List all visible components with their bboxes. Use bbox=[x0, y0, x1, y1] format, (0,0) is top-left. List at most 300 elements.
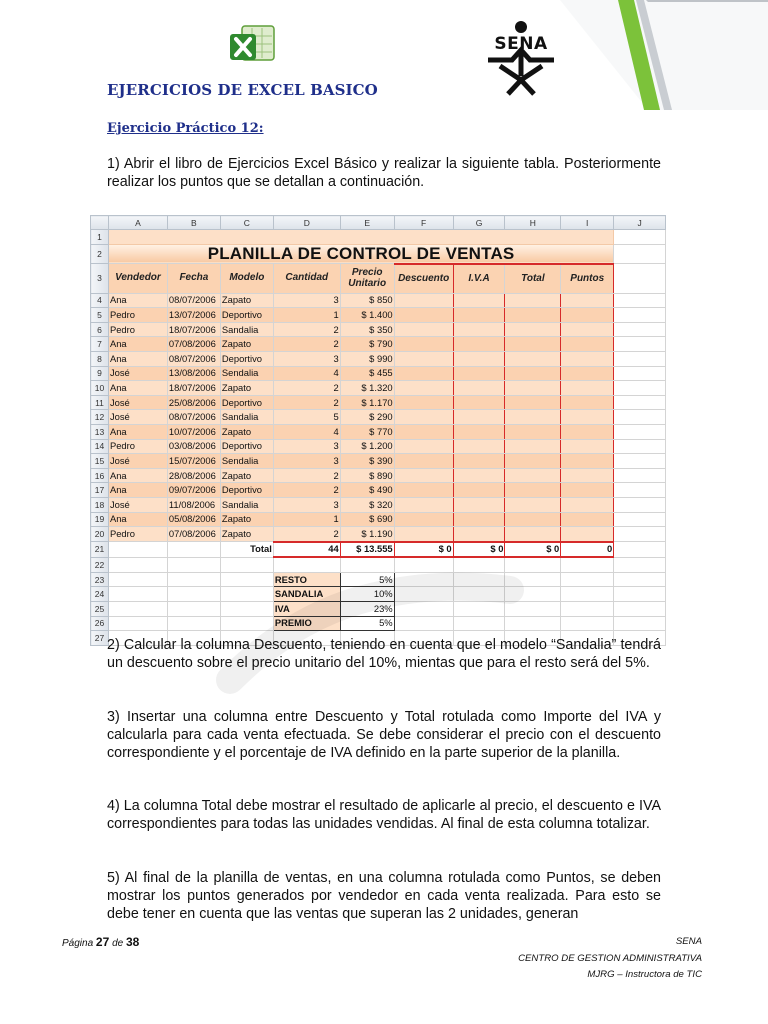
table-row bbox=[91, 439, 666, 454]
table-row bbox=[91, 366, 666, 381]
iva-cell bbox=[453, 454, 505, 469]
row-number: 16 bbox=[91, 468, 109, 483]
fecha-cell: 18/07/2006 bbox=[167, 381, 220, 396]
parameter-row bbox=[91, 616, 666, 631]
descuento-cell bbox=[394, 381, 453, 396]
table-row bbox=[91, 483, 666, 498]
column-header: Modelo bbox=[220, 264, 273, 294]
descuento-cell bbox=[394, 468, 453, 483]
descuento-cell bbox=[394, 497, 453, 512]
total-cell bbox=[505, 381, 561, 396]
modelo-cell: Zapato bbox=[220, 381, 273, 396]
iva-cell bbox=[453, 308, 505, 323]
cell bbox=[614, 244, 666, 264]
modelo-cell: Sandalia bbox=[220, 410, 273, 425]
row-number: 18 bbox=[91, 497, 109, 512]
descuento-cell bbox=[394, 410, 453, 425]
cell bbox=[453, 572, 505, 587]
vendedor-cell: Pedro bbox=[108, 527, 167, 542]
cantidad-cell: 4 bbox=[273, 424, 340, 439]
descuento-cell bbox=[394, 308, 453, 323]
modelo-cell: Zapato bbox=[220, 468, 273, 483]
vendedor-cell: Ana bbox=[108, 381, 167, 396]
page-number bbox=[62, 935, 139, 949]
vendedor-cell: Ana bbox=[108, 468, 167, 483]
column-letters-row bbox=[91, 216, 666, 230]
param-label: SANDALIA bbox=[273, 587, 340, 602]
precio-cell: $ 1.320 bbox=[340, 381, 394, 396]
cantidad-cell: 1 bbox=[273, 308, 340, 323]
modelo-cell: Deportivo bbox=[220, 308, 273, 323]
table-row bbox=[91, 293, 666, 308]
row-number: 6 bbox=[91, 322, 109, 337]
descuento-cell bbox=[394, 351, 453, 366]
iva-cell bbox=[453, 512, 505, 527]
descuento-cell bbox=[394, 337, 453, 352]
cell bbox=[220, 587, 273, 602]
total-cell bbox=[505, 424, 561, 439]
modelo-cell: Deportivo bbox=[220, 483, 273, 498]
cell bbox=[108, 557, 167, 572]
modelo-cell: Zapato bbox=[220, 424, 273, 439]
descuento-cell bbox=[394, 512, 453, 527]
precio-cell: $ 490 bbox=[340, 483, 394, 498]
column-letter: E bbox=[340, 216, 394, 230]
cell bbox=[614, 351, 666, 366]
parameter-row bbox=[91, 587, 666, 602]
total-cell bbox=[505, 410, 561, 425]
precio-cell: $ 390 bbox=[340, 454, 394, 469]
cell bbox=[167, 602, 220, 617]
cantidad-cell: 4 bbox=[273, 366, 340, 381]
footer-line-3: MJRG – Instructora de TIC bbox=[587, 969, 702, 980]
vendedor-cell: José bbox=[108, 395, 167, 410]
precio-cell: $ 690 bbox=[340, 512, 394, 527]
vendedor-cell: Ana bbox=[108, 337, 167, 352]
descuento-cell bbox=[394, 527, 453, 542]
total-cell bbox=[505, 366, 561, 381]
cell bbox=[505, 557, 561, 572]
cell bbox=[167, 616, 220, 631]
column-header: I.V.A bbox=[453, 264, 505, 294]
cell bbox=[108, 542, 167, 558]
column-header: Descuento bbox=[394, 264, 453, 294]
cell bbox=[453, 602, 505, 617]
cell bbox=[614, 572, 666, 587]
row-number: 24 bbox=[91, 587, 109, 602]
modelo-cell: Zapato bbox=[220, 293, 273, 308]
cantidad-cell: 2 bbox=[273, 381, 340, 396]
instruction-2: 2) Calcular la columna Descuento, teniendo en cuenta que el modelo “Sandalia” tendrá un descuento sobre el precio unitario del 10%, mientas que para el resto será del 5%. bbox=[107, 637, 661, 672]
total-cell bbox=[505, 512, 561, 527]
cell bbox=[505, 572, 561, 587]
table-row bbox=[91, 230, 666, 245]
cantidad-cell: 2 bbox=[273, 483, 340, 498]
cell bbox=[394, 587, 453, 602]
total-cell bbox=[505, 468, 561, 483]
fecha-cell: 09/07/2006 bbox=[167, 483, 220, 498]
iva-cell bbox=[453, 366, 505, 381]
vendedor-cell: Ana bbox=[108, 512, 167, 527]
cantidad-cell: 1 bbox=[273, 512, 340, 527]
precio-cell: $ 990 bbox=[340, 351, 394, 366]
table-row bbox=[91, 424, 666, 439]
cell bbox=[167, 572, 220, 587]
cantidad-cell: 3 bbox=[273, 293, 340, 308]
table-row bbox=[91, 410, 666, 425]
excel-icon bbox=[228, 22, 278, 66]
cell bbox=[614, 512, 666, 527]
vendedor-cell: Ana bbox=[108, 483, 167, 498]
iva-cell bbox=[453, 322, 505, 337]
table-row bbox=[91, 381, 666, 396]
cell bbox=[614, 264, 666, 294]
total-cell bbox=[505, 322, 561, 337]
cell bbox=[453, 587, 505, 602]
table-row bbox=[91, 497, 666, 512]
fecha-cell: 05/08/2006 bbox=[167, 512, 220, 527]
total-cell bbox=[505, 293, 561, 308]
column-letter: I bbox=[561, 216, 614, 230]
precio-cell: $ 850 bbox=[340, 293, 394, 308]
table-row bbox=[91, 527, 666, 542]
fecha-cell: 13/08/2006 bbox=[167, 366, 220, 381]
vendedor-cell: José bbox=[108, 366, 167, 381]
spreadsheet bbox=[90, 215, 666, 644]
puntos-cell bbox=[561, 308, 614, 323]
column-letter: D bbox=[273, 216, 340, 230]
modelo-cell: Deportivo bbox=[220, 351, 273, 366]
puntos-cell bbox=[561, 483, 614, 498]
precio-cell: $ 790 bbox=[340, 337, 394, 352]
table-row bbox=[91, 557, 666, 572]
precio-cell: $ 290 bbox=[340, 410, 394, 425]
cell bbox=[453, 557, 505, 572]
total-cell bbox=[505, 308, 561, 323]
descuento-cell bbox=[394, 395, 453, 410]
fecha-cell: 11/08/2006 bbox=[167, 497, 220, 512]
precio-cell: $ 320 bbox=[340, 497, 394, 512]
cell bbox=[614, 322, 666, 337]
iva-cell bbox=[453, 410, 505, 425]
cantidad-cell: 2 bbox=[273, 337, 340, 352]
fecha-cell: 15/07/2006 bbox=[167, 454, 220, 469]
sena-logo bbox=[482, 20, 562, 100]
cantidad-cell: 2 bbox=[273, 468, 340, 483]
row-number: 19 bbox=[91, 512, 109, 527]
totals-row bbox=[91, 542, 666, 558]
cell bbox=[453, 616, 505, 631]
page-current: 27 bbox=[95, 935, 110, 949]
column-header: Cantidad bbox=[273, 264, 340, 294]
modelo-cell: Zapato bbox=[220, 512, 273, 527]
row-number: 14 bbox=[91, 439, 109, 454]
document-title: EJERCICIOS DE EXCEL BASICO bbox=[107, 81, 378, 99]
row-number: 17 bbox=[91, 483, 109, 498]
iva-cell bbox=[453, 395, 505, 410]
table-row bbox=[91, 308, 666, 323]
precio-cell: $ 1.170 bbox=[340, 395, 394, 410]
puntos-cell bbox=[561, 293, 614, 308]
precio-cell: $ 1.190 bbox=[340, 527, 394, 542]
puntos-cell bbox=[561, 454, 614, 469]
iva-cell bbox=[453, 468, 505, 483]
column-header: Vendedor bbox=[108, 264, 167, 294]
puntos-cell bbox=[561, 366, 614, 381]
fecha-cell: 18/07/2006 bbox=[167, 322, 220, 337]
precio-cell: $ 1.400 bbox=[340, 308, 394, 323]
total-precio: $ 13.555 bbox=[340, 542, 394, 558]
row-number: 4 bbox=[91, 293, 109, 308]
modelo-cell: Deportivo bbox=[220, 439, 273, 454]
cell bbox=[108, 616, 167, 631]
cell bbox=[614, 230, 666, 245]
param-label: IVA bbox=[273, 602, 340, 617]
cell bbox=[614, 602, 666, 617]
sales-table bbox=[90, 215, 666, 646]
page-word: Página bbox=[62, 938, 94, 949]
puntos-cell bbox=[561, 410, 614, 425]
exercise-title: Ejercicio Práctico 12: bbox=[107, 121, 264, 136]
header-row bbox=[91, 264, 666, 294]
cell bbox=[394, 616, 453, 631]
column-letter: C bbox=[220, 216, 273, 230]
fecha-cell: 07/08/2006 bbox=[167, 527, 220, 542]
table-row bbox=[91, 244, 666, 264]
cell bbox=[614, 527, 666, 542]
cell bbox=[505, 602, 561, 617]
modelo-cell: Zapato bbox=[220, 527, 273, 542]
row-number: 13 bbox=[91, 424, 109, 439]
iva-cell bbox=[453, 497, 505, 512]
total-cell bbox=[505, 483, 561, 498]
modelo-cell: Sendalia bbox=[220, 454, 273, 469]
row-number: 25 bbox=[91, 602, 109, 617]
cell bbox=[614, 410, 666, 425]
cell bbox=[167, 542, 220, 558]
cell bbox=[108, 572, 167, 587]
vendedor-cell: José bbox=[108, 410, 167, 425]
modelo-cell: Deportivo bbox=[220, 395, 273, 410]
cell bbox=[614, 468, 666, 483]
instruction-1: 1) Abrir el libro de Ejercicios Excel Básico y realizar la siguiente tabla. Posteriormente realizar los puntos que se detallan a continuación. bbox=[107, 156, 661, 191]
total-cell bbox=[505, 439, 561, 454]
param-value: 10% bbox=[340, 587, 394, 602]
fecha-cell: 10/07/2006 bbox=[167, 424, 220, 439]
precio-cell: $ 455 bbox=[340, 366, 394, 381]
cell bbox=[614, 542, 666, 558]
total-cell bbox=[505, 351, 561, 366]
column-letter: F bbox=[394, 216, 453, 230]
total-puntos: 0 bbox=[561, 542, 614, 558]
column-header: Precio Unitario bbox=[340, 264, 394, 294]
vendedor-cell: Ana bbox=[108, 351, 167, 366]
sheet-title: PLANILLA DE CONTROL DE VENTAS bbox=[108, 244, 613, 264]
total-label: Total bbox=[220, 542, 273, 558]
puntos-cell bbox=[561, 381, 614, 396]
row-number: 23 bbox=[91, 572, 109, 587]
cell bbox=[614, 483, 666, 498]
column-header: Fecha bbox=[167, 264, 220, 294]
cell bbox=[340, 557, 394, 572]
total-iva: $ 0 bbox=[453, 542, 505, 558]
cell bbox=[220, 557, 273, 572]
table-row bbox=[91, 322, 666, 337]
instruction-5: 5) Al final de la planilla de ventas, en una columna rotulada como Puntos, se deben mostrar los puntos generados por vendedor en cada venta realizada. Para esto se debe tener en cuenta que las ventas que superan las 2 unidades, generan bbox=[107, 870, 661, 923]
param-value: 5% bbox=[340, 616, 394, 631]
cell bbox=[220, 616, 273, 631]
puntos-cell bbox=[561, 322, 614, 337]
cell bbox=[614, 424, 666, 439]
cell bbox=[614, 587, 666, 602]
cell bbox=[505, 616, 561, 631]
cell bbox=[394, 602, 453, 617]
column-letter: J bbox=[614, 216, 666, 230]
select-all-corner bbox=[91, 216, 109, 230]
total-cell bbox=[505, 395, 561, 410]
cell bbox=[614, 439, 666, 454]
page-total: 38 bbox=[125, 935, 140, 949]
descuento-cell bbox=[394, 439, 453, 454]
cell bbox=[614, 337, 666, 352]
modelo-cell: Zapato bbox=[220, 337, 273, 352]
descuento-cell bbox=[394, 424, 453, 439]
puntos-cell bbox=[561, 424, 614, 439]
column-letter: G bbox=[453, 216, 505, 230]
cell bbox=[614, 293, 666, 308]
iva-cell bbox=[453, 351, 505, 366]
cell bbox=[614, 381, 666, 396]
cell bbox=[561, 557, 614, 572]
total-cell bbox=[505, 497, 561, 512]
total-descuento: $ 0 bbox=[394, 542, 453, 558]
precio-cell: $ 890 bbox=[340, 468, 394, 483]
fecha-cell: 08/07/2006 bbox=[167, 293, 220, 308]
cantidad-cell: 3 bbox=[273, 454, 340, 469]
fecha-cell: 08/07/2006 bbox=[167, 410, 220, 425]
cantidad-cell: 3 bbox=[273, 439, 340, 454]
cell bbox=[614, 308, 666, 323]
cell bbox=[220, 572, 273, 587]
cell bbox=[167, 587, 220, 602]
row-number: 11 bbox=[91, 395, 109, 410]
footer-line-2: CENTRO DE GESTION ADMINISTRATIVA bbox=[518, 953, 702, 964]
column-header: Total bbox=[505, 264, 561, 294]
column-letter: B bbox=[167, 216, 220, 230]
row-number: 9 bbox=[91, 366, 109, 381]
precio-cell: $ 770 bbox=[340, 424, 394, 439]
param-label: PREMIO bbox=[273, 616, 340, 631]
row-number: 27 bbox=[91, 631, 109, 646]
cell bbox=[561, 572, 614, 587]
instruction-4: 4) La columna Total debe mostrar el resultado de aplicarle al precio, el descuento e IVA correspondientes para todas las unidades vendidas. Al final de esta columna totalizar. bbox=[107, 798, 661, 833]
parameter-row bbox=[91, 602, 666, 617]
cantidad-cell: 3 bbox=[273, 497, 340, 512]
cell bbox=[614, 395, 666, 410]
puntos-cell bbox=[561, 439, 614, 454]
total-cantidad: 44 bbox=[273, 542, 340, 558]
cantidad-cell: 2 bbox=[273, 395, 340, 410]
puntos-cell bbox=[561, 527, 614, 542]
precio-cell: $ 350 bbox=[340, 322, 394, 337]
row-number: 5 bbox=[91, 308, 109, 323]
cell bbox=[561, 616, 614, 631]
iva-cell bbox=[453, 483, 505, 498]
fecha-cell: 03/08/2006 bbox=[167, 439, 220, 454]
cell bbox=[273, 557, 340, 572]
modelo-cell: Sandalia bbox=[220, 497, 273, 512]
vendedor-cell: José bbox=[108, 454, 167, 469]
iva-cell bbox=[453, 293, 505, 308]
fecha-cell: 25/08/2006 bbox=[167, 395, 220, 410]
table-row bbox=[91, 351, 666, 366]
table-row bbox=[91, 395, 666, 410]
row-number: 7 bbox=[91, 337, 109, 352]
fecha-cell: 13/07/2006 bbox=[167, 308, 220, 323]
total-cell bbox=[505, 527, 561, 542]
cell bbox=[561, 602, 614, 617]
puntos-cell bbox=[561, 512, 614, 527]
cantidad-cell: 3 bbox=[273, 351, 340, 366]
title-band-top bbox=[108, 230, 613, 245]
fecha-cell: 28/08/2006 bbox=[167, 468, 220, 483]
cell bbox=[614, 366, 666, 381]
param-label: RESTO bbox=[273, 572, 340, 587]
cantidad-cell: 2 bbox=[273, 527, 340, 542]
total-total: $ 0 bbox=[505, 542, 561, 558]
cell bbox=[108, 602, 167, 617]
cell bbox=[614, 557, 666, 572]
page-of: de bbox=[112, 938, 124, 949]
iva-cell bbox=[453, 424, 505, 439]
row-number: 12 bbox=[91, 410, 109, 425]
param-value: 23% bbox=[340, 602, 394, 617]
row-number: 26 bbox=[91, 616, 109, 631]
row-number: 15 bbox=[91, 454, 109, 469]
puntos-cell bbox=[561, 337, 614, 352]
corner-decoration bbox=[560, 0, 768, 110]
row-number: 22 bbox=[91, 557, 109, 572]
descuento-cell bbox=[394, 293, 453, 308]
param-value: 5% bbox=[340, 572, 394, 587]
vendedor-cell: Ana bbox=[108, 293, 167, 308]
parameter-row bbox=[91, 572, 666, 587]
footer-line-1: SENA bbox=[675, 936, 702, 947]
iva-cell bbox=[453, 439, 505, 454]
vendedor-cell: Pedro bbox=[108, 308, 167, 323]
cell bbox=[614, 616, 666, 631]
cell bbox=[167, 557, 220, 572]
column-letter: A bbox=[108, 216, 167, 230]
puntos-cell bbox=[561, 497, 614, 512]
row-number: 20 bbox=[91, 527, 109, 542]
iva-cell bbox=[453, 337, 505, 352]
table-row bbox=[91, 454, 666, 469]
row-number: 2 bbox=[91, 244, 109, 264]
row-number: 3 bbox=[91, 264, 109, 294]
column-letter: H bbox=[505, 216, 561, 230]
total-cell bbox=[505, 337, 561, 352]
cell bbox=[394, 572, 453, 587]
cell bbox=[220, 602, 273, 617]
cantidad-cell: 2 bbox=[273, 322, 340, 337]
table-row bbox=[91, 468, 666, 483]
cell bbox=[614, 454, 666, 469]
row-number: 8 bbox=[91, 351, 109, 366]
cell bbox=[394, 557, 453, 572]
vendedor-cell: Pedro bbox=[108, 439, 167, 454]
sena-logo-text: SENA bbox=[494, 34, 548, 54]
